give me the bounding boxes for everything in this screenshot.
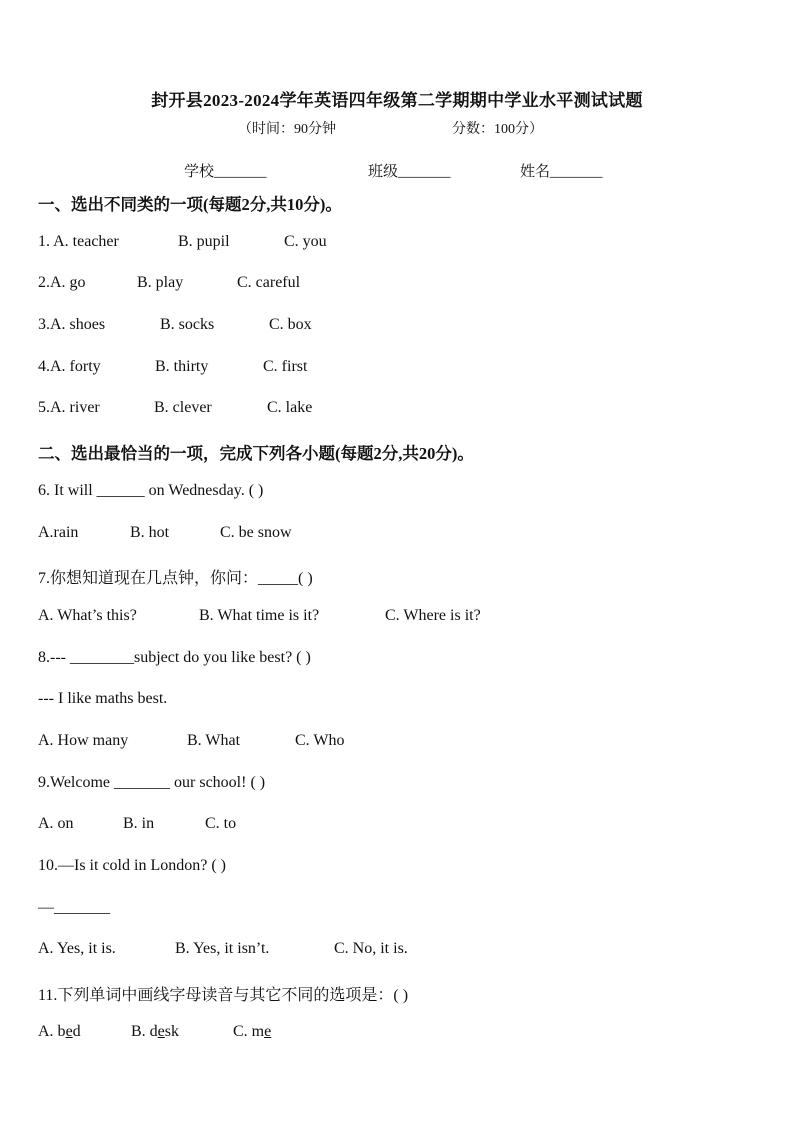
section2-heading: 二、选出最恰当的一项，完成下列各小题(每题2分,共20分)。 [38, 444, 474, 463]
question-5 [38, 399, 312, 417]
q2-option-c: C. careful [237, 274, 301, 291]
score-note: 分数：100分） [452, 122, 543, 137]
q1-option-a: 1. A. teacher [38, 233, 119, 250]
q11-b-prefix: B. d [131, 1023, 158, 1040]
q8-option-a: A. How many [38, 732, 129, 749]
q9-option-c: C. to [205, 815, 237, 832]
q11-c-prefix: C. m [233, 1023, 265, 1040]
q1-option-c: C. you [284, 233, 327, 250]
section1-heading: 一、选出不同类的一项(每题2分,共10分)。 [38, 195, 342, 214]
q9-option-a: A. on [38, 815, 74, 832]
q10-options [38, 940, 408, 958]
q10-stem: 10.—Is it cold in London? ( ) [38, 857, 226, 874]
q2-option-b: B. play [137, 274, 184, 291]
time-note: （时间：90分钟 [238, 122, 336, 137]
q11-a-prefix: A. b [38, 1023, 66, 1040]
q1-option-b: B. pupil [178, 233, 230, 250]
q6-option-a: A.rain [38, 524, 79, 541]
q3-option-c: C. box [269, 316, 312, 333]
q6-option-c: C. be snow [220, 524, 292, 541]
q2-option-a: 2.A. go [38, 274, 86, 291]
q10-option-a: A. Yes, it is. [38, 940, 116, 957]
q4-option-a: 4.A. forty [38, 358, 101, 375]
q11-a-suffix: d [72, 1023, 81, 1040]
q9-stem: 9.Welcome _______ our school! ( ) [38, 774, 266, 791]
question-2 [38, 274, 300, 292]
q7-option-a: A. What’s this? [38, 607, 137, 624]
q4-option-c: C. first [263, 358, 308, 375]
q11-option-c [233, 1023, 271, 1041]
q8-stem: 8.--- ________subject do you like best? ( ) [38, 649, 311, 666]
q11-b-suffix: sk [164, 1023, 180, 1040]
q11-stem: 11.下列单词中画线字母读音与其它不同的选项是：( ) [38, 987, 409, 1004]
q9-options [38, 815, 236, 833]
question-4 [38, 358, 307, 376]
q9-option-b: B. in [123, 815, 155, 832]
q4-option-b: B. thirty [155, 358, 209, 375]
q5-option-a: 5.A. river [38, 399, 100, 416]
class-field: 班级_______ [368, 164, 451, 180]
name-field: 姓名_______ [520, 164, 603, 180]
q5-option-b: B. clever [154, 399, 212, 416]
q10-option-b: B. Yes, it isn’t. [175, 940, 270, 957]
q11-c-underlined: e [264, 1023, 272, 1040]
question-1 [38, 233, 327, 251]
q5-option-c: C. lake [267, 399, 313, 416]
q7-stem: 7.你想知道现在几点钟，你问：_____( ) [38, 570, 313, 587]
q7-option-b: B. What time is it? [199, 607, 320, 624]
q3-option-b: B. socks [160, 316, 215, 333]
q11-options [38, 1023, 271, 1041]
q8-option-c: C. Who [295, 732, 345, 749]
page-title: 封开县2023-2024学年英语四年级第二学期期中学业水平测试试题 [151, 91, 643, 110]
q3-option-a: 3.A. shoes [38, 316, 106, 333]
q11-option-a [38, 1023, 131, 1041]
q6-option-b: B. hot [130, 524, 170, 541]
q6-options [38, 524, 292, 542]
q11-a-underlined: e [65, 1023, 73, 1040]
q6-stem: 6. It will ______ on Wednesday. ( ) [38, 482, 264, 499]
q7-option-c: C. Where is it? [385, 607, 481, 624]
question-3 [38, 316, 312, 334]
q10-blank-line: —_______ [38, 899, 110, 916]
school-field: 学校_______ [184, 164, 267, 180]
q10-option-c: C. No, it is. [334, 940, 408, 957]
q11-b-underlined: e [157, 1023, 165, 1040]
q11-option-b [131, 1023, 233, 1041]
q8-option-b: B. What [187, 732, 241, 749]
q8-options [38, 732, 344, 750]
q8-answer-line: --- I like maths best. [38, 690, 168, 707]
q7-options [38, 607, 481, 625]
